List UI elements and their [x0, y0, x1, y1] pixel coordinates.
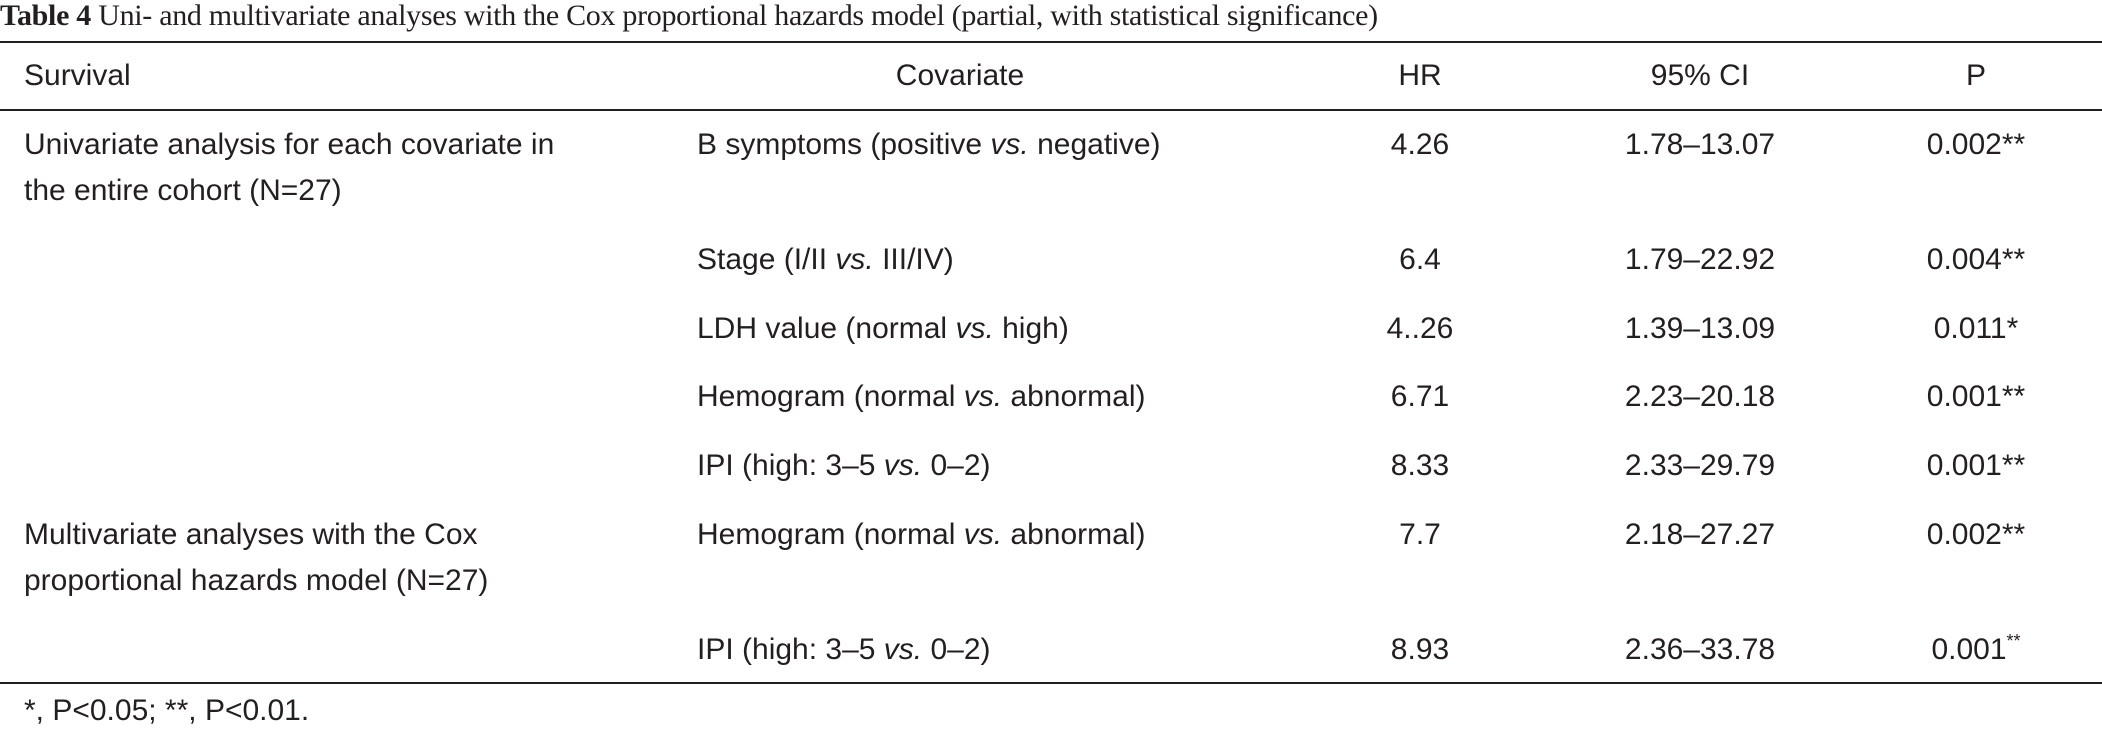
- hr-cell: 8.33: [1390, 449, 1450, 482]
- hr-cell: 6.4: [1399, 243, 1441, 276]
- header-p: P: [1965, 59, 1986, 92]
- table-bottom-rule: [0, 682, 2102, 684]
- covariate-vs: vs.: [955, 312, 994, 345]
- ci-cell: 2.33–29.79: [1624, 449, 1776, 482]
- covariate-cell: [697, 512, 1145, 558]
- header-survival: Survival: [24, 59, 131, 92]
- p-value: 0.001: [1931, 633, 2007, 666]
- covariate-vs: vs.: [963, 380, 1003, 413]
- covariate-cell: [697, 627, 991, 673]
- covariate-cell: [697, 237, 954, 283]
- ci-cell: 2.23–20.18: [1624, 380, 1776, 413]
- p-cell: 0.004**: [1926, 243, 2026, 276]
- covariate-text: IPI (high: 3–5: [697, 449, 884, 482]
- covariate-text: Stage (I/II: [697, 243, 836, 276]
- covariate-cell: [697, 122, 1161, 168]
- covariate-cell: [697, 443, 991, 489]
- header-covariate: Covariate: [895, 59, 1025, 92]
- ci-cell: 2.18–27.27: [1624, 518, 1776, 551]
- covariate-text: IPI (high: 3–5: [697, 633, 884, 666]
- covariate-text: 0–2): [922, 449, 991, 482]
- table-caption: [0, 0, 1378, 36]
- covariate-text: B symptoms (positive: [697, 128, 991, 161]
- p-cell: 0.002**: [1926, 518, 2026, 551]
- table-caption-label: Table 4: [0, 0, 91, 32]
- covariate-vs: vs.: [963, 518, 1003, 551]
- ci-cell: 1.79–22.92: [1624, 243, 1776, 276]
- header-ci: 95% CI: [1650, 59, 1750, 92]
- hr-cell: 4..26: [1386, 312, 1454, 345]
- covariate-text: Hemogram (normal: [697, 518, 964, 551]
- group-label-line: the entire cohort (N=27): [24, 174, 342, 207]
- group-label-multivariate: [24, 512, 488, 604]
- covariate-text: III/IV): [873, 243, 954, 276]
- covariate-text: negative): [1028, 128, 1161, 161]
- p-cell: 0.001**: [1926, 449, 2026, 482]
- p-cell: 0.002**: [1926, 128, 2026, 161]
- covariate-text: Hemogram (normal: [697, 380, 964, 413]
- ci-cell: 1.39–13.09: [1624, 312, 1776, 345]
- table-top-rule: [0, 41, 2102, 43]
- covariate-text: high): [993, 312, 1069, 345]
- covariate-text: LDH value (normal: [697, 312, 956, 345]
- p-cell: 0.011*: [1933, 312, 2019, 345]
- group-label-line: Univariate analysis for each covariate in: [24, 128, 555, 161]
- covariate-vs: vs.: [883, 449, 923, 482]
- covariate-cell: [697, 374, 1145, 420]
- covariate-text: abnormal): [1002, 380, 1146, 413]
- covariate-vs: vs.: [835, 243, 874, 276]
- hr-cell: 8.93: [1390, 633, 1450, 666]
- p-cell: [1876, 627, 2076, 673]
- group-label-univariate: [24, 122, 554, 214]
- covariate-cell: [697, 306, 1069, 352]
- hr-cell: 7.7: [1399, 518, 1441, 551]
- hr-cell: 6.71: [1390, 380, 1450, 413]
- table-header-rule: [0, 109, 2102, 111]
- covariate-text: 0–2): [922, 633, 991, 666]
- p-significance-sup: **: [2006, 631, 2021, 651]
- header-hr: HR: [1398, 59, 1442, 92]
- ci-cell: 1.78–13.07: [1624, 128, 1776, 161]
- group-label-line: Multivariate analyses with the Cox: [24, 518, 478, 551]
- hr-cell: 4.26: [1390, 128, 1450, 161]
- table-caption-text: Uni- and multivariate analyses with the Cox proportional hazards model (partial, with statistical significance): [98, 0, 1378, 32]
- group-label-line: proportional hazards model (N=27): [24, 564, 489, 597]
- table-footnote: *, P<0.05; **, P<0.01.: [24, 694, 310, 727]
- p-cell: 0.001**: [1926, 380, 2026, 413]
- ci-cell: 2.36–33.78: [1624, 633, 1776, 666]
- covariate-vs: vs.: [883, 633, 923, 666]
- covariate-text: abnormal): [1002, 518, 1146, 551]
- covariate-vs: vs.: [990, 128, 1029, 161]
